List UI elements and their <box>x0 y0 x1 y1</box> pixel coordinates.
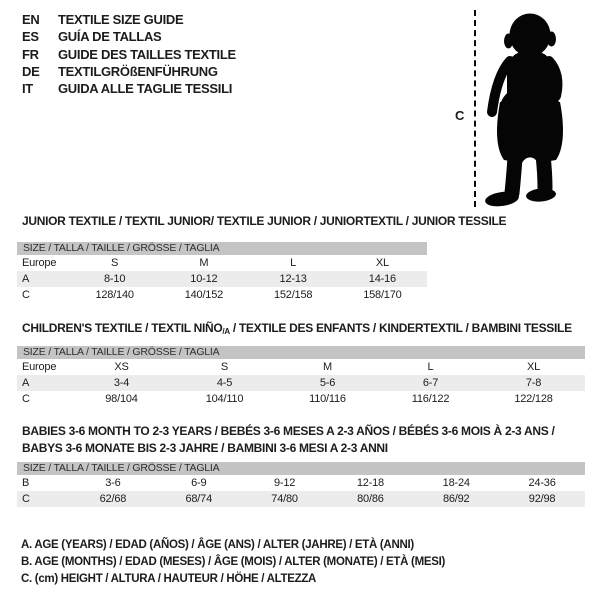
language-code: IT <box>22 81 33 97</box>
size-cell: 6-9 <box>191 477 207 489</box>
size-cell: XS <box>114 361 129 373</box>
row-label: A <box>22 273 30 285</box>
row-label: Europe <box>22 361 57 373</box>
measure-legend <box>21 537 445 588</box>
size-cell: 3-4 <box>113 377 130 389</box>
children-size-table <box>17 346 585 407</box>
size-cell: 98/104 <box>105 393 138 405</box>
size-cell: 9-12 <box>273 477 296 489</box>
children-table-title <box>22 320 572 340</box>
size-cell: 140/152 <box>184 289 224 301</box>
table-row <box>17 475 585 491</box>
babies-table <box>17 475 585 507</box>
size-cell: 92/98 <box>528 493 556 505</box>
size-cell: S <box>111 257 119 269</box>
language-row-fr <box>22 46 236 63</box>
language-title: TEXTILGRÖßENFÜHRUNG <box>58 63 218 79</box>
size-cell: M <box>199 257 209 269</box>
size-cell: L <box>290 257 297 269</box>
row-label: C <box>22 393 30 405</box>
junior-table-title: JUNIOR TEXTILE / TEXTIL JUNIOR/ TEXTILE JUNIOR / JUNIORTEXTIL / JUNIOR TESSILE <box>22 214 507 228</box>
size-cell: 12-13 <box>279 273 307 285</box>
language-row-it <box>22 80 236 97</box>
size-cell: 62/68 <box>99 493 127 505</box>
baby-silhouette-icon <box>480 9 578 211</box>
legend-line-b: B. AGE (MONTHS) / EDAD (MESES) / ÂGE (MOIS) / ALTER (MONATE) / ETÀ (MESI) <box>21 556 446 568</box>
size-cell: 4-5 <box>216 377 233 389</box>
babies-size-table <box>17 462 585 507</box>
language-title: TEXTILE SIZE GUIDE <box>58 12 184 27</box>
junior-table <box>17 255 427 303</box>
table-row <box>17 255 427 271</box>
size-cell: 68/74 <box>185 493 212 505</box>
row-label: C <box>22 493 30 505</box>
language-code: EN <box>22 12 40 27</box>
junior-size-table <box>17 242 427 303</box>
language-header <box>22 11 236 97</box>
size-cell: 6-7 <box>422 377 439 389</box>
language-code: FR <box>22 46 39 62</box>
size-cell: 12-18 <box>356 477 384 489</box>
size-cell: 116/122 <box>411 393 450 405</box>
size-cell: XL <box>375 257 389 269</box>
size-cell: 74/80 <box>271 493 298 505</box>
size-cell: 158/170 <box>363 289 402 301</box>
language-row-es <box>22 28 236 45</box>
children-title-subscript: /A <box>222 327 230 336</box>
babies-title-line2: BABYS 3-6 MONATE BIS 2-3 JAHRE / BAMBINI 3-6 MESI A 2-3 ANNI <box>22 441 388 455</box>
size-cell: XL <box>526 361 541 373</box>
size-cell: 8-10 <box>104 273 126 285</box>
size-cell: 24-36 <box>528 477 556 489</box>
size-cell: 122/128 <box>514 393 553 405</box>
table-row <box>17 271 427 287</box>
children-title-prefix: CHILDREN'S TEXTILE / TEXTIL NIÑO <box>22 321 223 335</box>
row-label: B <box>22 477 30 489</box>
measure-label-c: C <box>455 108 465 123</box>
language-row-en <box>22 11 236 28</box>
children-title-suffix: / TEXTILE DES ENFANTS / KINDERTEXTIL / BAMBINI TESSILE <box>229 321 572 335</box>
size-cell: S <box>220 361 229 373</box>
size-cell: 18-24 <box>442 477 470 489</box>
language-title: GUIDE DES TAILLES TEXTILE <box>58 46 236 62</box>
size-header-bar: SIZE / TALLA / TAILLE / GRÖSSE / TAGLIA <box>17 242 427 255</box>
language-title: GUIDA ALLE TAGLIE TESSILI <box>58 81 233 97</box>
row-label: A <box>22 377 30 389</box>
size-cell: 80/86 <box>357 493 384 505</box>
size-cell: 110/116 <box>309 393 346 405</box>
language-row-de <box>22 63 236 80</box>
size-cell: 86/92 <box>442 493 470 505</box>
language-title: GUÍA DE TALLAS <box>58 29 162 45</box>
height-measure-dashed-line <box>474 10 476 207</box>
legend-line-c: C. (cm) HEIGHT / ALTURA / HAUTEUR / HÖHE / ALTEZZA <box>21 573 317 585</box>
size-cell: 152/158 <box>273 289 313 301</box>
size-cell: 7-8 <box>525 377 542 389</box>
language-code: DE <box>22 63 40 79</box>
size-cell: 5-6 <box>319 377 336 389</box>
language-code: ES <box>22 29 39 45</box>
size-cell: 3-6 <box>105 477 121 489</box>
size-cell: 104/110 <box>205 393 244 405</box>
row-label: Europe <box>22 257 57 269</box>
table-row <box>17 287 427 303</box>
table-row <box>17 491 585 507</box>
size-cell: 10-12 <box>190 273 218 285</box>
babies-table-title <box>22 423 554 457</box>
table-row <box>17 391 585 407</box>
table-row <box>17 375 585 391</box>
size-cell: L <box>427 361 434 373</box>
size-header-bar: SIZE / TALLA / TAILLE / GRÖSSE / TAGLIA <box>17 462 585 475</box>
size-cell: 128/140 <box>95 289 134 301</box>
size-cell: M <box>323 361 332 373</box>
table-row <box>17 359 585 375</box>
size-header-bar: SIZE / TALLA / TAILLE / GRÖSSE / TAGLIA <box>17 346 585 359</box>
row-label: C <box>22 289 30 301</box>
babies-title-line1: BABIES 3-6 MONTH TO 2-3 YEARS / BEBÉS 3-6 MESES A 2-3 AÑOS / BÉBÉS 3-6 MOIS À 2-3 ANS / <box>22 424 555 438</box>
size-cell: 14-16 <box>368 273 396 285</box>
children-table <box>17 359 585 407</box>
legend-line-a: A. AGE (YEARS) / EDAD (AÑOS) / ÂGE (ANS) / ALTER (JAHRE) / ETÀ (ANNI) <box>21 539 414 551</box>
